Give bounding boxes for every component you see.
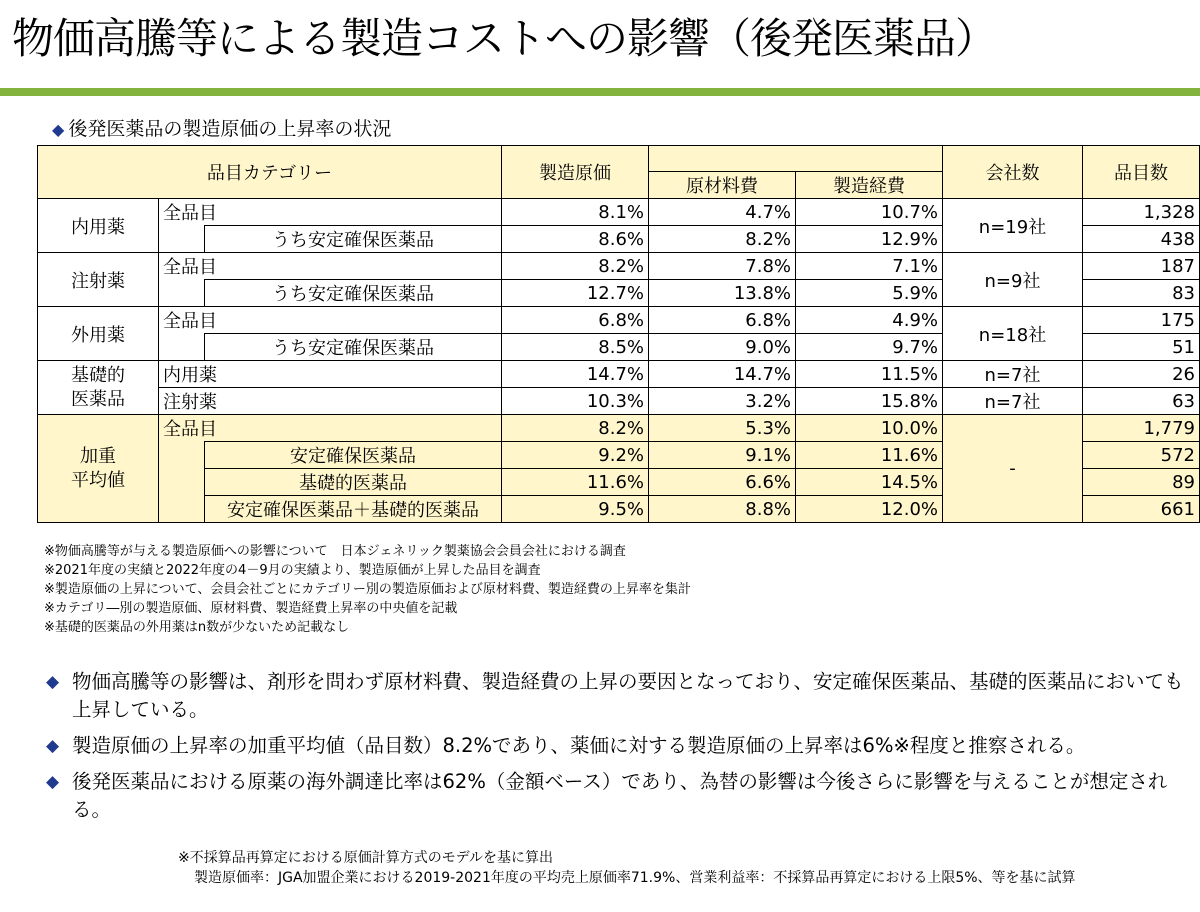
header-cost: 製造原価 bbox=[502, 146, 649, 199]
cell-mfg: 12.9% bbox=[796, 226, 943, 253]
row-label: 内用薬 bbox=[159, 361, 502, 388]
cell-mfg: 10.7% bbox=[796, 199, 943, 226]
cell-items: 1,328 bbox=[1083, 199, 1200, 226]
note-line: ※カテゴリ―別の製造原価、原材料費、製造経費上昇率の中央値を記載 bbox=[44, 601, 458, 616]
table-row bbox=[38, 307, 1200, 334]
row-label: 全品目 bbox=[159, 415, 502, 442]
header-companies: 会社数 bbox=[943, 146, 1083, 199]
cell-mfg: 7.1% bbox=[796, 253, 943, 280]
cell-raw: 8.2% bbox=[649, 226, 796, 253]
header-category: 品目カテゴリー bbox=[38, 146, 502, 199]
row-label: 全品目 bbox=[159, 307, 502, 334]
subheading-text: 後発医薬品の製造原価の上昇率の状況 bbox=[68, 118, 392, 140]
cell-raw: 4.7% bbox=[649, 199, 796, 226]
group-name: 外用薬 bbox=[38, 307, 159, 361]
row-label: 注射薬 bbox=[159, 388, 502, 415]
cell-companies: n=18社 bbox=[943, 307, 1083, 361]
cell-cost: 9.5% bbox=[502, 496, 649, 523]
cell-mfg: 10.0% bbox=[796, 415, 943, 442]
cell-cost: 12.7% bbox=[502, 280, 649, 307]
footnote bbox=[178, 848, 1076, 888]
cell-cost: 8.5% bbox=[502, 334, 649, 361]
cell-mfg: 11.6% bbox=[796, 442, 943, 469]
row-label: 全品目 bbox=[159, 199, 502, 226]
cell-items: 187 bbox=[1083, 253, 1200, 280]
title-underline bbox=[0, 88, 1200, 96]
cell-raw: 6.6% bbox=[649, 469, 796, 496]
cell-items: 1,779 bbox=[1083, 415, 1200, 442]
cell-cost: 8.2% bbox=[502, 253, 649, 280]
cell-cost: 9.2% bbox=[502, 442, 649, 469]
group-name: 内用薬 bbox=[38, 199, 159, 253]
header-raw: 原材料費 bbox=[649, 172, 796, 199]
diamond-bullet-icon: ◆ bbox=[46, 772, 60, 792]
row-label: うち安定確保医薬品 bbox=[205, 226, 502, 253]
header-mfg: 製造経費 bbox=[796, 172, 943, 199]
table-row bbox=[38, 253, 1200, 280]
note-line: ※基礎的医薬品の外用薬はn数が少ないため記載なし bbox=[44, 620, 350, 635]
note-line: ※2021年度の実績と2022年度の4－9月の実績より、製造原価が上昇した品目を調査 bbox=[44, 563, 541, 578]
cell-mfg: 11.5% bbox=[796, 361, 943, 388]
indent-spacer bbox=[159, 442, 205, 523]
cell-items: 175 bbox=[1083, 307, 1200, 334]
cell-items: 438 bbox=[1083, 226, 1200, 253]
cell-items: 89 bbox=[1083, 469, 1200, 496]
row-label: うち安定確保医薬品 bbox=[205, 280, 502, 307]
cell-cost: 6.8% bbox=[502, 307, 649, 334]
row-label: 安定確保医薬品 bbox=[205, 442, 502, 469]
table-subheading bbox=[52, 114, 391, 141]
key-point-text: 後発医薬品における原薬の海外調達比率は62%（金額ベース）であり、為替の影響は今後さらに影響を与えることが想定される。 bbox=[72, 770, 1168, 821]
diamond-bullet-icon: ◆ bbox=[46, 736, 60, 756]
cell-companies: n=9社 bbox=[943, 253, 1083, 307]
group-name-line2: 平均値 bbox=[71, 469, 125, 491]
group-name-line1: 基礎的 bbox=[71, 364, 125, 386]
cell-items: 26 bbox=[1083, 361, 1200, 388]
note-line: ※物価高騰等が与える製造原価への影響について 日本ジェネリック製薬協会会員会社における調査 bbox=[44, 544, 626, 559]
cell-cost: 11.6% bbox=[502, 469, 649, 496]
cost-increase-table bbox=[37, 145, 1200, 523]
cell-raw: 6.8% bbox=[649, 307, 796, 334]
cell-mfg: 4.9% bbox=[796, 307, 943, 334]
key-point-text: 製造原価の上昇率の加重平均値（品目数）8.2%であり、薬価に対する製造原価の上昇率は6%※程度と推察される。 bbox=[72, 734, 1086, 757]
cell-items: 63 bbox=[1083, 388, 1200, 415]
indent-spacer bbox=[159, 226, 205, 253]
cell-items: 661 bbox=[1083, 496, 1200, 523]
cell-cost: 10.3% bbox=[502, 388, 649, 415]
group-name: 注射薬 bbox=[38, 253, 159, 307]
cell-raw: 13.8% bbox=[649, 280, 796, 307]
key-point-text: 物価高騰等の影響は、剤形を問わず原材料費、製造経費の上昇の要因となっており、安定確保医薬品、基礎的医薬品においても上昇している。 bbox=[72, 670, 1184, 721]
row-label: 全品目 bbox=[159, 253, 502, 280]
group-name bbox=[38, 415, 159, 523]
footnote-line2: 製造原価率：JGA加盟企業における2019-2021年度の平均売上原価率71.9%、営業利益率：不採算品再算定における上限5%、等を基に試算 bbox=[194, 870, 1076, 886]
table-row bbox=[38, 415, 1200, 442]
cell-cost: 8.1% bbox=[502, 199, 649, 226]
cell-raw: 8.8% bbox=[649, 496, 796, 523]
diamond-bullet-icon: ◆ bbox=[52, 120, 65, 139]
cell-mfg: 5.9% bbox=[796, 280, 943, 307]
table-row bbox=[38, 199, 1200, 226]
cell-items: 83 bbox=[1083, 280, 1200, 307]
row-label: 安定確保医薬品＋基礎的医薬品 bbox=[205, 496, 502, 523]
key-point bbox=[44, 668, 1184, 724]
cell-raw: 9.1% bbox=[649, 442, 796, 469]
cell-mfg: 9.7% bbox=[796, 334, 943, 361]
cell-mfg: 12.0% bbox=[796, 496, 943, 523]
row-label: 基礎的医薬品 bbox=[205, 469, 502, 496]
table-row bbox=[38, 361, 1200, 388]
cell-items: 51 bbox=[1083, 334, 1200, 361]
table-row bbox=[38, 388, 1200, 415]
cell-companies: n=7社 bbox=[943, 361, 1083, 388]
footnote-line1: ※不採算品再算定における原価計算方式のモデルを基に算出 bbox=[178, 850, 554, 866]
group-name-line2: 医薬品 bbox=[71, 388, 125, 410]
diamond-bullet-icon: ◆ bbox=[46, 672, 60, 692]
row-label: うち安定確保医薬品 bbox=[205, 334, 502, 361]
key-point bbox=[44, 768, 1184, 824]
cell-mfg: 14.5% bbox=[796, 469, 943, 496]
cell-companies: n=7社 bbox=[943, 388, 1083, 415]
header-blank bbox=[649, 146, 943, 172]
cell-raw: 7.8% bbox=[649, 253, 796, 280]
cell-raw: 9.0% bbox=[649, 334, 796, 361]
note-line: ※製造原価の上昇について、会員会社ごとにカテゴリー別の製造原価および原材料費、製造経費の上昇率を集計 bbox=[44, 582, 691, 597]
page-title: 物価高騰等による製造コストへの影響（後発医薬品） bbox=[12, 14, 997, 63]
key-points bbox=[44, 668, 1184, 832]
cell-raw: 14.7% bbox=[649, 361, 796, 388]
cell-mfg: 15.8% bbox=[796, 388, 943, 415]
cell-cost: 14.7% bbox=[502, 361, 649, 388]
indent-spacer bbox=[159, 280, 205, 307]
cell-companies: n=19社 bbox=[943, 199, 1083, 253]
cell-cost: 8.2% bbox=[502, 415, 649, 442]
cell-items: 572 bbox=[1083, 442, 1200, 469]
survey-notes bbox=[44, 542, 691, 637]
header-items: 品目数 bbox=[1083, 146, 1200, 199]
key-point bbox=[44, 732, 1184, 760]
indent-spacer bbox=[159, 334, 205, 361]
cell-companies: - bbox=[943, 415, 1083, 523]
cell-raw: 5.3% bbox=[649, 415, 796, 442]
group-name bbox=[38, 361, 159, 415]
cell-cost: 8.6% bbox=[502, 226, 649, 253]
cell-raw: 3.2% bbox=[649, 388, 796, 415]
group-name-line1: 加重 bbox=[80, 445, 116, 467]
